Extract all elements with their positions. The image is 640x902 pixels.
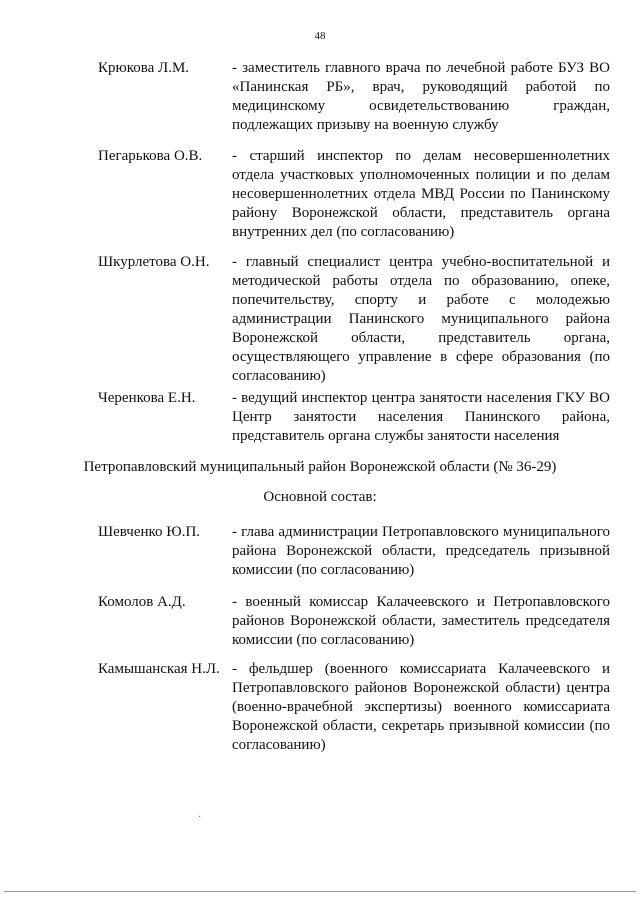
- member-description: - заместитель главного врача по лечебной работе БУЗ ВО «Панинская РБ», врач, руководящий работой по медицинскому освидетельствованию граждан, подлежащих призыву на военную службу: [232, 60, 610, 133]
- member-name: Пегарькова О.В.: [98, 148, 203, 164]
- member-name: Шкурлетова О.Н.: [98, 254, 210, 270]
- bottom-rule: [4, 891, 636, 892]
- page-number: 48: [314, 30, 326, 42]
- member-name: Камышанская Н.Л.: [98, 661, 220, 677]
- member-name: Комолов А.Д.: [98, 594, 186, 610]
- member-name: Черенкова Е.Н.: [98, 390, 196, 406]
- scan-speck: ·: [198, 812, 202, 823]
- member-description: - ведущий инспектор центра занятости населения ГКУ ВО Центр занятости населения Панинского района, представитель органа службы занятости населения: [232, 390, 610, 444]
- member-description: - главный специалист центра учебно-воспитательной и методической работы отдела по образованию, опеке, попечительству, спорту и работе с молодежью администрации Панинского муниципального района Воронежской области, представитель органа, осуществляющего управление в сфере образования (по согласованию): [232, 254, 610, 384]
- member-name: Крюкова Л.М.: [98, 60, 190, 76]
- district-heading: Петропавловский муниципальный район Воронежской области (№ 36-29): [83, 459, 557, 475]
- member-description: - глава администрации Петропавловского муниципального района Воронежской области, председатель призывной комиссии (по согласованию): [232, 524, 610, 578]
- section-heading: Основной состав:: [263, 489, 377, 505]
- member-name: Шевченко Ю.П.: [98, 524, 201, 540]
- member-description: - старший инспектор по делам несовершеннолетних отдела участковых уполномоченных полиции и по делам несовершеннолетних отдела МВД России по Панинскому району Воронежской области, представитель органа внутренних дел (по согласованию): [232, 148, 610, 240]
- member-description: - военный комиссар Калачеевского и Петропавловского районов Воронежской области, заместитель председателя комиссии (по согласованию): [232, 594, 610, 648]
- member-description: - фельдшер (военного комиссариата Калачеевского и Петропавловского районов Воронежской области) центра (военно-врачебной экспертизы) военного комиссариата Воронежской области, секретарь призывной комиссии (по согласованию): [232, 661, 610, 753]
